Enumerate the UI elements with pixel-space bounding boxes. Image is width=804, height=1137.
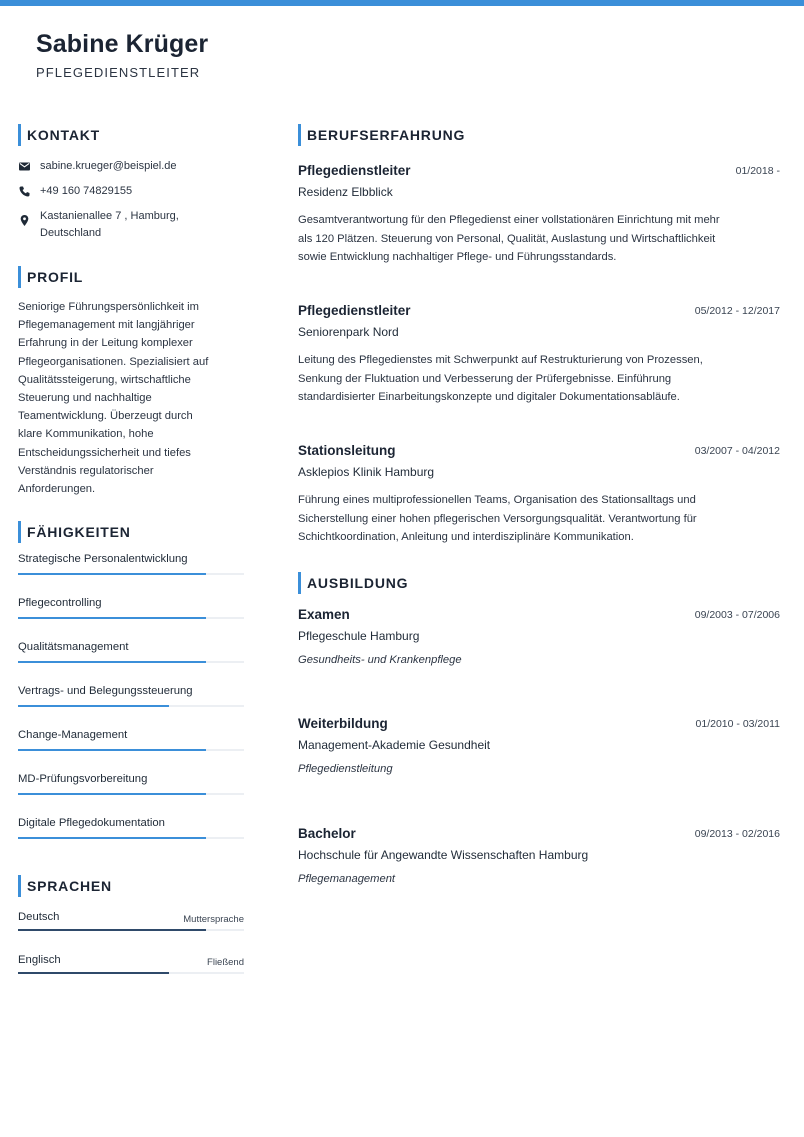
entry-description <box>298 211 780 267</box>
language-bar-track <box>18 929 244 931</box>
skill-bar-track <box>18 705 244 707</box>
language-bar-track <box>18 972 244 974</box>
profile-line: Pflegemanagement mit langjähriger <box>18 319 195 332</box>
entry-date: 09/2003 - 07/2006 <box>694 609 780 621</box>
skill-item <box>18 597 244 641</box>
phone-icon <box>18 185 31 198</box>
language-item <box>18 911 244 954</box>
entry-organization: Hochschule für Angewandte Wissenschaften Hamburg <box>298 848 589 862</box>
skill-item <box>18 729 244 773</box>
address-line-2: Deutschland <box>40 227 102 239</box>
education-section-title: AUSBILDUNG <box>298 572 780 594</box>
entry-description <box>298 491 780 547</box>
entry-description <box>298 351 780 407</box>
profile-text <box>18 298 244 498</box>
email-text: sabine.krueger@beispiel.de <box>40 160 177 172</box>
skill-item <box>18 773 244 817</box>
entry-organization: Residenz Elbblick <box>298 185 393 199</box>
language-level-text: Fließend <box>207 957 244 969</box>
profile-line: Entscheidungssicherheit und tiefes <box>18 446 191 459</box>
profile-line: Verständnis regulatorischer <box>18 464 154 477</box>
profile-line: Erfahrung in der Leitung komplexer <box>18 337 193 350</box>
entry-title: Stationsleitung <box>298 443 396 458</box>
entry-date: 09/2013 - 02/2016 <box>694 828 780 840</box>
contact-section-title: KONTAKT <box>18 124 244 146</box>
profile-section-title: PROFIL <box>18 266 244 288</box>
entry-title: Examen <box>298 607 350 622</box>
description-line: standardisierter Einarbeitungskonzepte und digitaler Dokumentationsabläufe. <box>298 391 680 403</box>
entry-organization: Asklepios Klinik Hamburg <box>298 465 435 479</box>
profile-line: Anforderungen. <box>18 483 96 496</box>
entry-field: Pflegemanagement <box>298 873 396 885</box>
language-bar-fill <box>18 972 169 974</box>
skill-bar-fill <box>18 661 206 663</box>
profile-line: klare Kommunikation, hohe <box>18 428 154 441</box>
description-line: sowie Entwicklung nachhaltiger Pflege- und Führungsstandards. <box>298 251 617 263</box>
entry-date: 05/2012 - 12/2017 <box>694 305 780 317</box>
skill-bar-fill <box>18 705 169 707</box>
skill-item <box>18 553 244 597</box>
location-pin-icon <box>18 214 31 227</box>
contact-phone <box>18 183 244 200</box>
experience-section-title: BERUFSERFAHRUNG <box>298 124 780 146</box>
description-line: Gesamtverantwortung für den Pflegedienst einer vollstationären Einrichtung mit mehr <box>298 214 720 226</box>
contact-address <box>18 208 244 242</box>
skill-item <box>18 685 244 729</box>
skill-bar-fill <box>18 837 206 839</box>
entry-title: Weiterbildung <box>298 716 388 731</box>
skill-bar-fill <box>18 749 206 751</box>
phone-text: +49 160 74829155 <box>40 185 133 197</box>
top-accent-bar <box>0 0 804 6</box>
description-line: Schichtkoordination, Anleitung und interdisziplinäre Kommunikation. <box>298 531 634 543</box>
skill-bar-track <box>18 661 244 663</box>
description-line: als 120 Plätzen. Steuerung von Personal, Qualität, Auslastung und Wirtschaftlichkeit <box>298 232 716 245</box>
language-level-text: Muttersprache <box>183 914 244 926</box>
skill-item <box>18 641 244 685</box>
description-line: Sicherstellung einer hohen pflegerischen Versorgungsqualität. Verantwortung für <box>298 512 697 525</box>
entry-title: Pflegedienstleiter <box>298 163 411 178</box>
profile-line: Qualitätssteigerung, wirtschaftliche <box>18 373 191 386</box>
skill-bar-track <box>18 749 244 751</box>
person-name: Sabine Krüger <box>36 30 209 58</box>
right-column <box>298 124 780 906</box>
skill-item <box>18 817 244 861</box>
resume-header <box>36 30 208 80</box>
languages-section-title: SPRACHEN <box>18 875 244 897</box>
entry-field: Pflegedienstleitung <box>298 763 393 775</box>
entry-date: 03/2007 - 04/2012 <box>694 445 780 457</box>
experience-entry <box>298 163 780 303</box>
entry-organization: Pflegeschule Hamburg <box>298 629 420 643</box>
description-line: Führung eines multiprofessionellen Teams, Organisation des Stationsalltags und <box>298 494 696 506</box>
language-bar-fill <box>18 929 206 931</box>
skill-bar-fill <box>18 573 206 575</box>
profile-line: Teamentwicklung. Überzeugt durch <box>18 410 193 423</box>
skill-bar-track <box>18 793 244 795</box>
entry-date: 01/2018 - <box>735 165 780 177</box>
skill-bar-track <box>18 617 244 619</box>
language-item <box>18 954 244 997</box>
experience-entry <box>298 443 780 572</box>
address-line-1: Kastanienallee 7 , Hamburg, <box>40 210 179 222</box>
entry-date: 01/2010 - 03/2011 <box>695 718 780 730</box>
skill-label: Change-Management <box>18 729 128 742</box>
entry-organization: Management-Akademie Gesundheit <box>298 738 491 752</box>
language-label: Deutsch <box>18 911 60 924</box>
skill-label: MD-Prüfungsvorbereitung <box>18 773 148 786</box>
experience-entry <box>298 303 780 443</box>
skill-label: Qualitätsmanagement <box>18 641 129 654</box>
education-entry <box>298 826 780 906</box>
education-entry <box>298 716 780 826</box>
entry-organization: Seniorenpark Nord <box>298 325 399 339</box>
mail-icon <box>18 160 31 173</box>
description-line: Senkung der Fluktuation und Verbesserung der Prüfergebnisse. Einführung <box>298 372 672 385</box>
job-title: PFLEGEDIENSTLEITER <box>36 65 201 80</box>
skill-bar-track <box>18 573 244 575</box>
profile-line: Seniorige Führungspersönlichkeit im <box>18 301 199 313</box>
skills-list <box>18 553 244 861</box>
skill-bar-fill <box>18 617 206 619</box>
entry-title: Pflegedienstleiter <box>298 303 411 318</box>
entry-title: Bachelor <box>298 826 356 841</box>
profile-line: Steuerung und nachhaltige <box>18 392 152 405</box>
description-line: Leitung des Pflegedienstes mit Schwerpunkt auf Restrukturierung von Prozessen, <box>298 354 703 366</box>
skill-label: Strategische Personalentwicklung <box>18 553 188 566</box>
profile-line: Pflegeorganisationen. Spezialisiert auf <box>18 355 209 368</box>
language-label: Englisch <box>18 954 61 967</box>
entry-field: Gesundheits- und Krankenpflege <box>298 654 462 666</box>
education-entry <box>298 607 780 716</box>
skill-label: Digitale Pflegedokumentation <box>18 817 165 830</box>
skill-label: Vertrags- und Belegungssteuerung <box>18 685 193 698</box>
skill-bar-fill <box>18 793 206 795</box>
skills-section-title: FÄHIGKEITEN <box>18 521 244 543</box>
left-column <box>18 124 244 997</box>
skill-label: Pflegecontrolling <box>18 597 102 610</box>
contact-email <box>18 158 244 175</box>
skill-bar-track <box>18 837 244 839</box>
